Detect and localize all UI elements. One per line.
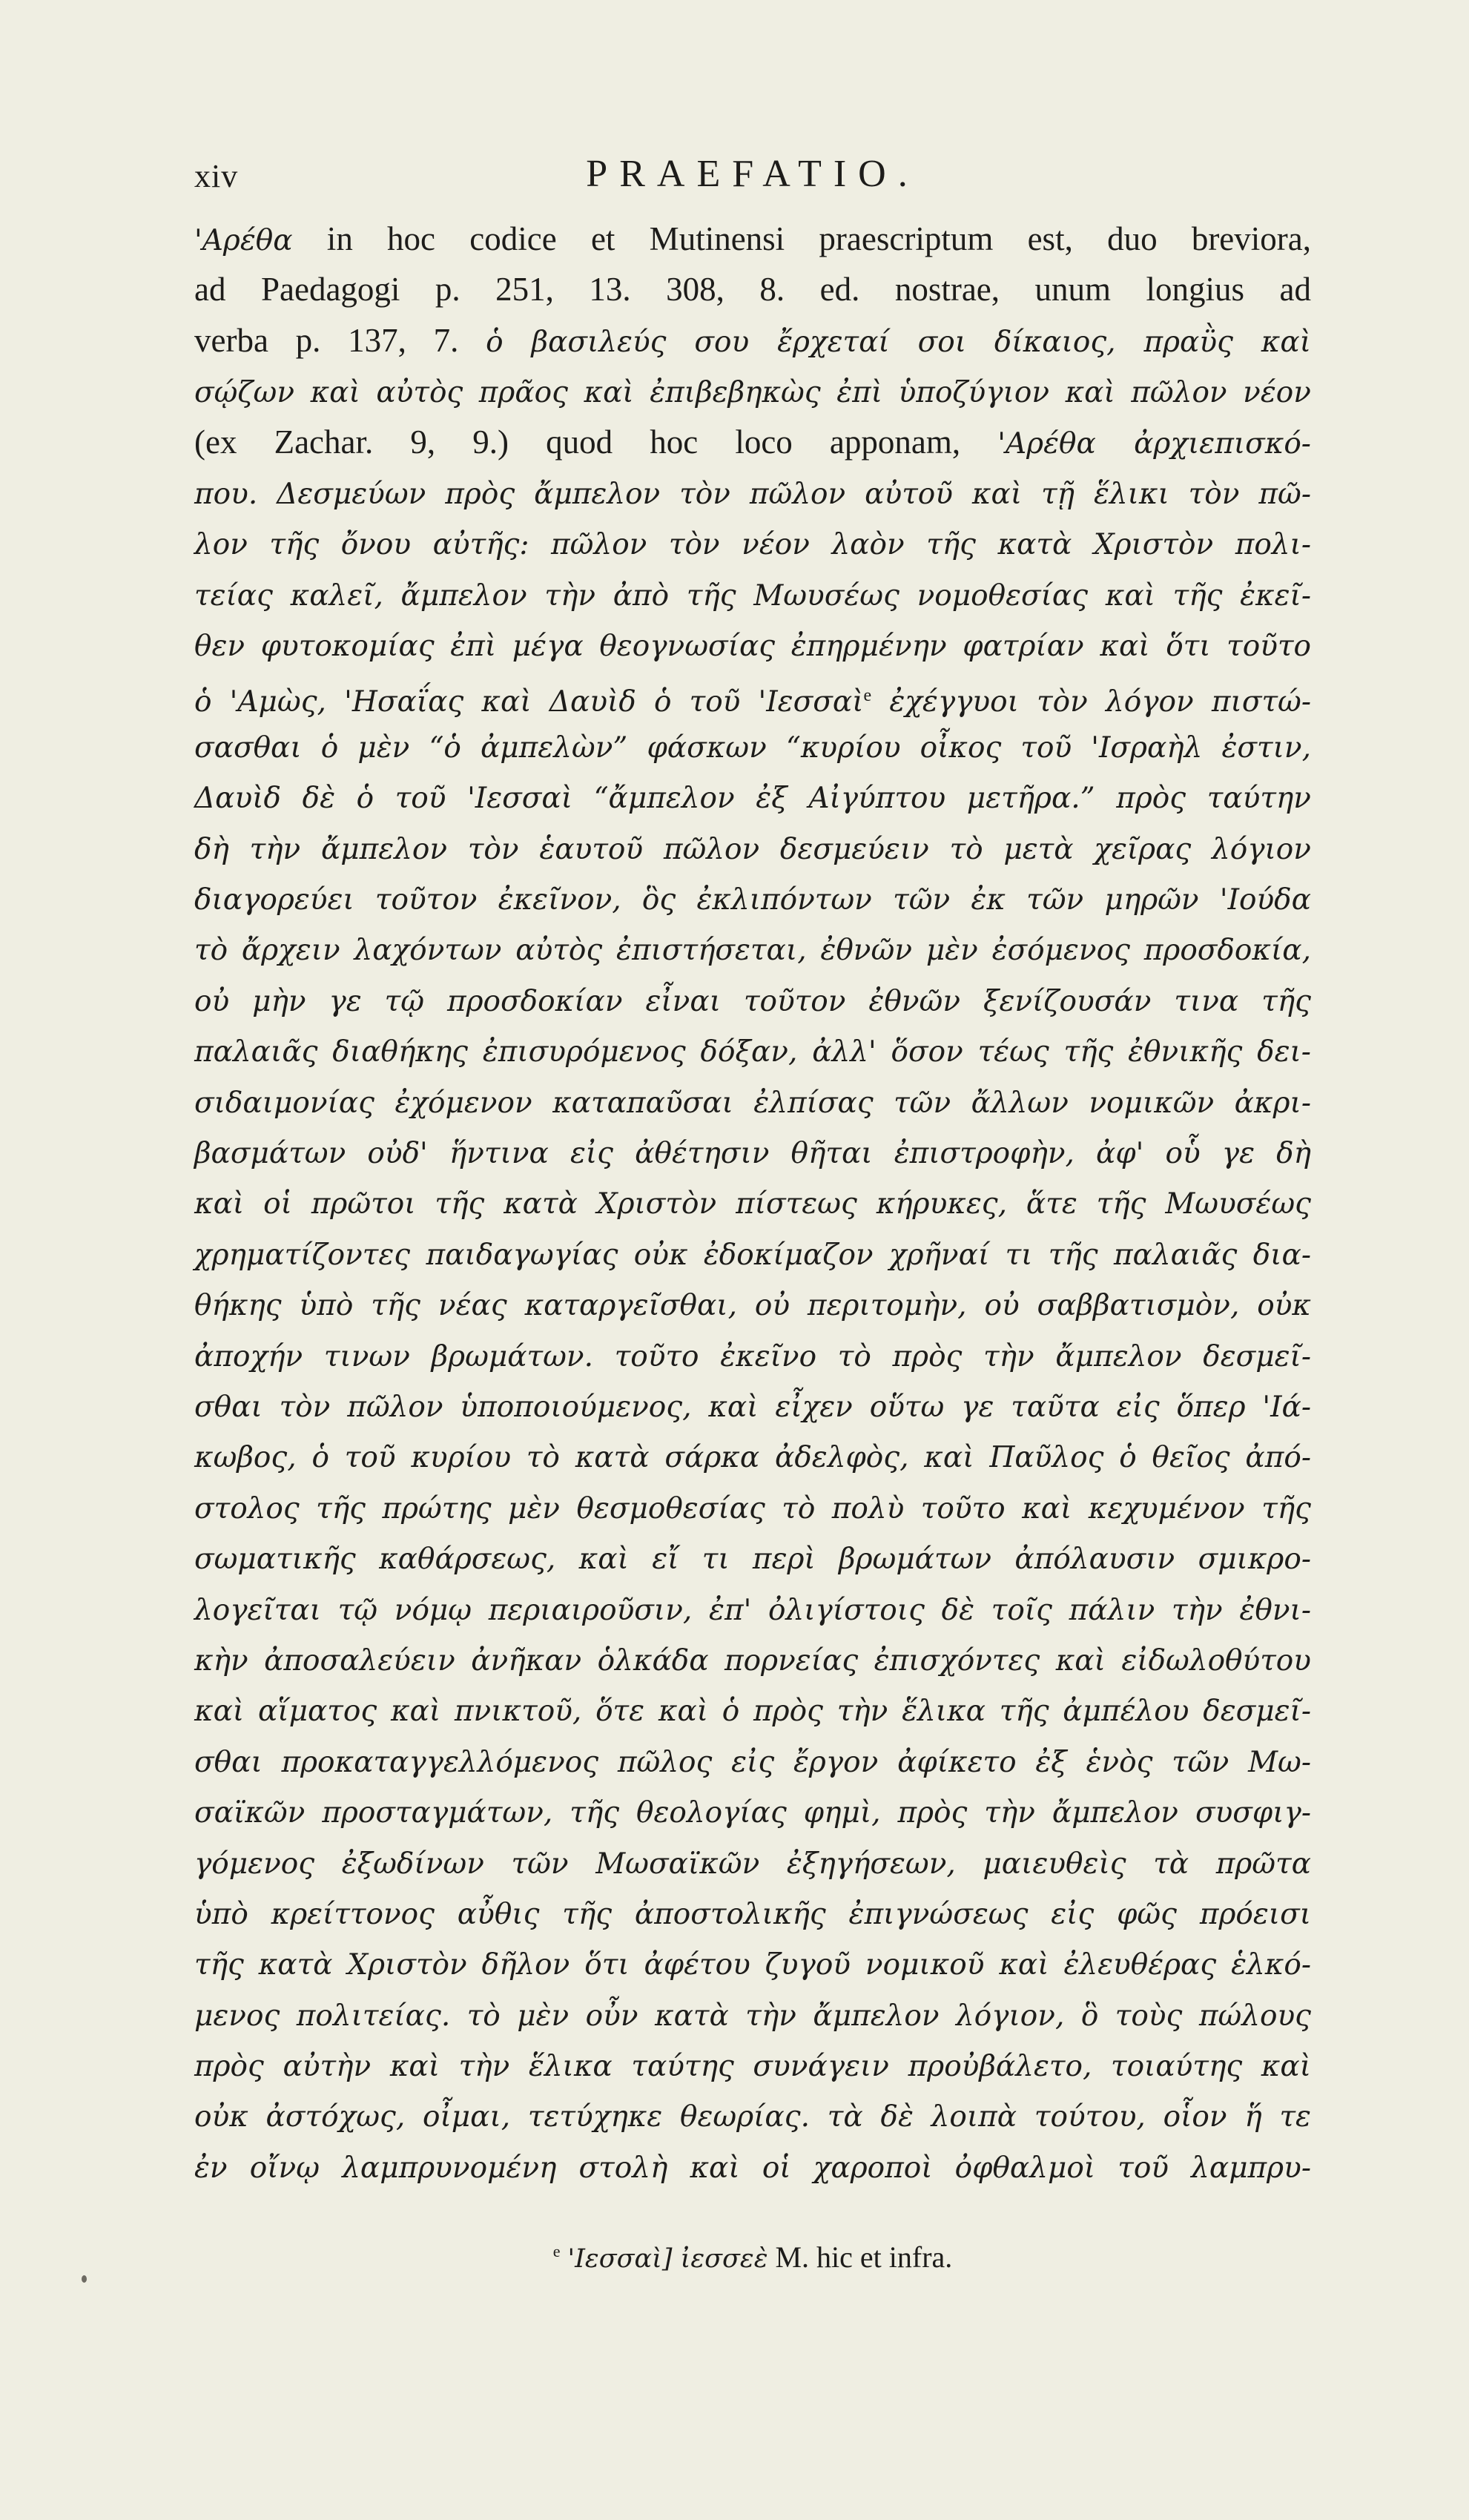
greek-text: ὁ βασιλεύς σου ἔρχεταί σοι δίκαιος, πραῢς καὶ xyxy=(486,325,1312,359)
greek-text: 'Αρέθα xyxy=(194,224,293,257)
text-line xyxy=(194,315,1311,366)
text-line xyxy=(194,569,1311,619)
latin-text: in hoc codice et Mutinensi praescriptum est, duo breviora, xyxy=(292,220,1311,257)
text-line xyxy=(194,974,1311,1025)
text-line xyxy=(194,1684,1311,1735)
greek-text: 'Αρέθα ἀρχιεπισκό- xyxy=(997,426,1311,461)
text-line xyxy=(194,923,1311,974)
greek-text: μενος πολιτείας. τὸ μὲν οὖν κατὰ τὴν ἄμπελον λόγιον, ὃ τοὺς πώλους xyxy=(194,1999,1311,2033)
body-text xyxy=(194,214,1311,2191)
greek-text: που. Δεσμεύων πρὸς ἄμπελον τὸν πῶλον αὐτοῦ καὶ τῇ ἕλικι τὸν πῶ- xyxy=(194,477,1311,511)
text-line xyxy=(194,1989,1311,2039)
text-line xyxy=(194,1837,1311,1887)
text-line xyxy=(194,1786,1311,1836)
text-line xyxy=(194,2090,1311,2140)
text-line xyxy=(194,1583,1311,1634)
text-line xyxy=(194,467,1311,518)
greek-text: οὐ μὴν γε τῷ προσδοκίαν εἶναι τοῦτον ἐθνῶν ξενίζουσάν τινα τῆς xyxy=(194,984,1311,1018)
text-line xyxy=(194,1482,1311,1532)
text-line xyxy=(194,1938,1311,1988)
text-line xyxy=(194,2141,1311,2191)
greek-text: δὴ τὴν ἄμπελον τὸν ἑαυτοῦ πῶλον δεσμεύειν τὸ μετὰ χεῖρας λόγιον xyxy=(194,832,1311,866)
text-line xyxy=(194,873,1311,923)
greek-text: ἐν οἴνῳ λαμπρυνομένη στολὴ καὶ οἱ χαροποὶ ὀφθαλμοὶ τοῦ λαμπρυ- xyxy=(194,2151,1311,2185)
footnote xyxy=(0,2240,1469,2275)
greek-text: οὐκ ἀστόχως, οἶμαι, τετύχηκε θεωρίας. τὰ δὲ λοιπὰ τούτου, οἷον ἥ τε xyxy=(194,2100,1311,2134)
text-line xyxy=(194,619,1311,670)
scan-speck xyxy=(82,2275,87,2283)
greek-text: γόμενος ἐξωδίνων τῶν Μωσαϊκῶν ἐξηγήσεων, μαιευθεὶς τὰ πρῶτα xyxy=(194,1847,1311,1881)
greek-text: σιδαιμονίας ἐχόμενον καταπαῦσαι ἐλπίσας τῶν ἄλλων νομικῶν ἀκρι- xyxy=(194,1086,1311,1120)
text-line xyxy=(194,214,1311,264)
text-line xyxy=(194,1330,1311,1380)
greek-text: σωματικῆς καθάρσεως, καὶ εἴ τι περὶ βρωμάτων ἀπόλαυσιν σμικρο- xyxy=(194,1543,1311,1577)
latin-text: (ex Zachar. 9, 9.) quod hoc loco apponam, xyxy=(194,423,998,461)
greek-text: τῆς κατὰ Χριστὸν δῆλον ὅτι ἀφέτου ζυγοῦ νομικοῦ καὶ ἐλευθέρας ἑλκό- xyxy=(194,1948,1311,1982)
text-line xyxy=(194,1431,1311,1481)
greek-text: καὶ οἱ πρῶτοι τῆς κατὰ Χριστὸν πίστεως κήρυκες, ἅτε τῆς Μωυσέως xyxy=(194,1187,1311,1221)
greek-text: διαγορεύει τοῦτον ἐκεῖνον, ὃς ἐκλιπόντων τῶν ἐκ τῶν μηρῶν 'Ιούδα xyxy=(194,883,1311,917)
greek-text: σθαι τὸν πῶλον ὑποποιούμενος, καὶ εἶχεν οὕτω γε ταῦτα εἰς ὅπερ 'Ιά- xyxy=(194,1390,1311,1424)
greek-text: λον τῆς ὄνου αὐτῆς: πῶλον τὸν νέον λαὸν τῆς κατὰ Χριστὸν πολι- xyxy=(194,528,1311,562)
greek-text: παλαιᾶς διαθήκης ἐπισυρόμενος δόξαν, ἀλλ' ὅσον τέως τῆς ἐθνικῆς δει- xyxy=(194,1035,1311,1069)
greek-text: σῴζων καὶ αὐτὸς πρᾶος καὶ ἐπιβεβηκὼς ἐπὶ ὑποζύγιον καὶ πῶλον νέον xyxy=(194,376,1311,410)
greek-text: ἀποχήν τινων βρωμάτων. τοῦτο ἐκεῖνο τὸ πρὸς τὴν ἄμπελον δεσμεῖ- xyxy=(194,1339,1311,1373)
latin-text: ad Paedagogi p. 251, 13. 308, 8. ed. nostrae, unum longius ad xyxy=(194,271,1311,309)
greek-text: ὑπὸ κρείττονος αὖθις τῆς ἀποστολικῆς ἐπιγνώσεως εἰς φῶς πρόεισι xyxy=(194,1897,1311,1931)
text-line xyxy=(194,1076,1311,1127)
text-line xyxy=(194,518,1311,568)
text-line xyxy=(194,417,1311,467)
greek-text: θήκης ὑπὸ τῆς νέας καταργεῖσθαι, οὐ περιτομὴν, οὐ σαββατισμὸν, οὐκ xyxy=(194,1289,1311,1323)
greek-text: καὶ αἵματος καὶ πνικτοῦ, ὅτε καὶ ὁ πρὸς τὴν ἕλικα τῆς ἀμπέλου δεσμεῖ- xyxy=(194,1695,1311,1729)
text-line xyxy=(194,670,1311,721)
greek-text: Δαυὶδ δὲ ὁ τοῦ 'Ιεσσαὶ “ἄμπελον ἐξ Αἰγύπτου μετῆρα.” πρὸς ταύτην xyxy=(194,782,1311,816)
text-line xyxy=(194,1380,1311,1431)
greek-text: ὁ 'Αμὼς, 'Ησαΐας καὶ Δαυὶδ ὁ τοῦ 'Ιεσσαὶ xyxy=(194,685,864,719)
text-line xyxy=(194,366,1311,416)
text-line xyxy=(194,771,1311,822)
greek-text: σασθαι ὁ μὲν “ὁ ἀμπελὼν” φάσκων “κυρίου οἶκος τοῦ 'Ισραὴλ ἐστιν, xyxy=(194,730,1311,765)
text-line xyxy=(194,721,1311,771)
greek-text: τὸ ἄρχειν λαχόντων αὐτὸς ἐπιστήσεται, ἐθνῶν μὲν ἐσόμενος προσδοκία, xyxy=(194,934,1311,968)
greek-text: σθαι προκαταγγελλόμενος πῶλος εἰς ἔργον ἀφίκετο ἐξ ἑνὸς τῶν Μω- xyxy=(194,1745,1311,1779)
text-line xyxy=(194,1177,1311,1227)
text-line xyxy=(194,1279,1311,1329)
greek-text: στολος τῆς πρώτης μὲν θεσμοθεσίας τὸ πολὺ τοῦτο καὶ κεχυμένον τῆς xyxy=(194,1491,1311,1525)
text-line xyxy=(194,1127,1311,1177)
running-head: PRAEFATIO. xyxy=(586,153,920,195)
greek-text: πρὸς αὐτὴν καὶ τὴν ἕλικα ταύτης συνάγειν προὐβάλετο, τοιαύτης καὶ xyxy=(194,2050,1311,2084)
greek-text: λογεῖται τῷ νόμῳ περιαιροῦσιν, ἐπ' ὀλιγίστοις δὲ τοῖς πάλιν τὴν ἐθνι- xyxy=(194,1593,1311,1627)
greek-text: θεν φυτοκομίας ἐπὶ μέγα θεογνωσίας ἐπηρμένην φατρίαν καὶ ὅτι τοῦτο xyxy=(194,630,1311,664)
greek-text: τείας καλεῖ, ἄμπελον τὴν ἀπὸ τῆς Μωυσέως νομοθεσίας καὶ τῆς ἐκεῖ- xyxy=(194,578,1311,613)
text-line xyxy=(194,1887,1311,1938)
text-line xyxy=(194,1228,1311,1279)
greek-text: σαϊκῶν προσταγμάτων, τῆς θεολογίας φημὶ, πρὸς τὴν ἄμπελον συσφιγ- xyxy=(194,1796,1311,1830)
greek-text: βασμάτων οὐδ' ἥντινα εἰς ἀθέτησιν θῆται ἐπιστροφὴν, ἀφ' οὗ γε δὴ xyxy=(194,1137,1311,1171)
greek-text: χρηματίζοντες παιδαγωγίας οὐκ ἐδοκίμαζον χρῆναί τι τῆς παλαιᾶς δια- xyxy=(194,1238,1311,1272)
greek-text: κωβος, ὁ τοῦ κυρίου τὸ κατὰ σάρκα ἀδελφὸς, καὶ Παῦλος ὁ θεῖος ἀπό- xyxy=(194,1441,1311,1475)
footnote-marker: e xyxy=(552,2242,561,2260)
greek-text: ἐχέγγυοι τὸν λόγον πιστώ- xyxy=(871,685,1311,719)
text-line xyxy=(194,1634,1311,1684)
page-number: xiv xyxy=(194,158,239,194)
text-line xyxy=(194,1735,1311,1786)
text-line xyxy=(194,264,1311,314)
text-line xyxy=(194,2039,1311,2090)
footnote-note: M. hic et infra. xyxy=(767,2240,953,2274)
footnote-reference: e xyxy=(863,685,872,705)
latin-text: verba p. 137, 7. xyxy=(194,321,486,359)
text-line xyxy=(194,1025,1311,1075)
text-line xyxy=(194,1532,1311,1583)
text-line xyxy=(194,822,1311,873)
footnote-lemma: 'Ιεσσαὶ] ἰεσσεὲ xyxy=(567,2244,768,2274)
greek-text: κὴν ἀποσαλεύειν ἀνῆκαν ὁλκάδα πορνείας ἐπισχόντες καὶ εἰδωλοθύτου xyxy=(194,1643,1311,1678)
